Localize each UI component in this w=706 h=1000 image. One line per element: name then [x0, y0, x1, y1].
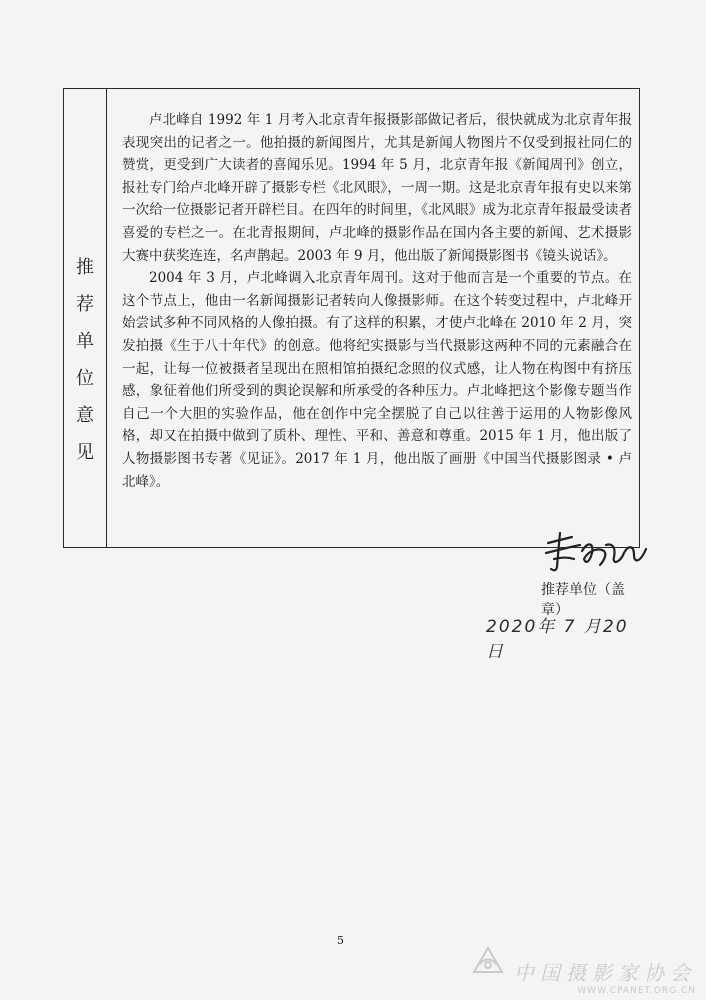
label-char: 见: [76, 442, 94, 463]
label-char: 意: [76, 405, 94, 426]
label-char: 推: [76, 257, 94, 278]
page-number: 5: [337, 934, 344, 947]
label-char: 位: [76, 368, 94, 389]
recommendation-opinion-label: [64, 249, 106, 471]
label-char: 荐: [76, 294, 94, 315]
association-logo-icon: [470, 946, 506, 980]
recommendation-form-table: [63, 88, 640, 662]
paragraph: 卢北峰自 1992 年 1 月考入北京青年报摄影部做记者后，很快就成为北京青年报表现突出的记者之一。他拍摄的新闻图片，尤其是新闻人物图片不仅受到报社同仁的赞赏，更受到广大读者的喜闻乐见。1994 年 5 月，北京青年报《新闻周刊》创立，报社专门给卢北峰开辟了摄影专栏《北风眼》，一周一期。这是北京青年报有史以来第一次给一位摄影记者开辟栏目。在四年的时间里，《北风眼》成为北京青年报最受读者喜爱的专栏之一。在北青报期间，卢北峰的摄影作品在国内各主要的新闻、艺术摄影大赛中获奖连连，名声鹊起。2003 年 9 月，他出版了新闻摄影图书《镜头说话》。: [122, 112, 632, 264]
label-char: 单: [76, 331, 94, 352]
handwritten-date: 2020年 7 月20日: [486, 617, 629, 662]
watermark-text: 中国摄影家协会: [514, 961, 696, 985]
watermark-url: WWW.CPANET.ORG.CN: [577, 986, 696, 996]
handwritten-signature: [542, 529, 652, 581]
paragraph: 2004 年 3 月，卢北峰调入北京青年周刊。这对于他而言是一个重要的节点。在这个节点上，他由一名新闻摄影记者转向人像摄影师。在这个转变过程中，卢北峰开始尝试多种不同风格的人像拍摄。有了这样的积累，才使卢北峰在 2010 年 2 月，突发拍摄《生于八十年代》的创意。他将纪实摄影与当代摄影这两种不同的元素融合在一起，让每一位被摄者呈现出在照相馆拍摄纪念照的仪式感，让人物在构图中有挤压感，象征着他们所受到的舆论误解和所承受的各种压力。卢北峰把这个影像专题当作自己一个大胆的实验作品，他在创作中完全摆脱了自己以往善于运用的人物影像风格，却又在拍摄中做到了质朴、理性、平和、善意和尊重。2015 年 1 月，他出版了人物摄影图书专著《见证》。2017 年 1 月，他出版了画册《中国当代摄影图录 • 卢北峰》。: [122, 270, 632, 490]
seal-label: 推荐单位（盖章）: [541, 582, 625, 618]
watermark: [514, 957, 696, 996]
recommendation-text: [122, 109, 632, 493]
label-column: [64, 89, 107, 547]
